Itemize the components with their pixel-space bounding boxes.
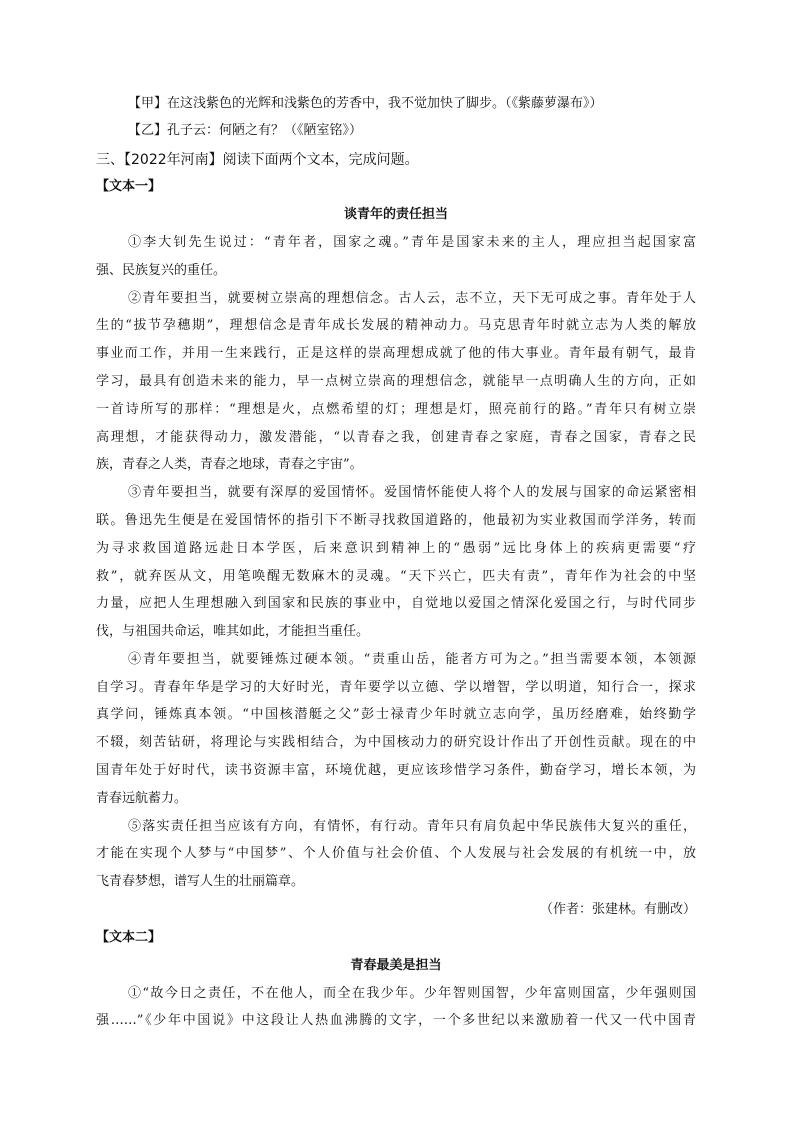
text2-label: 【文本二】 xyxy=(96,930,162,945)
quote-yi: 【乙】孔子云：何陋之有？（《陋室铭》） xyxy=(128,123,363,138)
text1-line: 学习，最具有创造未来的能力，早一点树立崇高的理想信念，就能早一点明确人生的方向，正如 xyxy=(96,374,696,389)
text1-line: 联。鲁迅先生便是在爱国情怀的指引下不断寻找救国道路的，他最初为实业救国而学洋务，转而 xyxy=(96,513,696,528)
text1-line: 事业而工作，并用一生来践行，正是这样的崇高理想成就了他的伟大事业。青年最有朝气，最肯 xyxy=(96,346,696,361)
text1-author: （作者：张建林。有删改） xyxy=(539,902,696,917)
text1-line: 为寻求救国道路远赴日本学医，后来意识到精神上的“愚弱”远比身体上的疾病更需要“疗 xyxy=(96,541,696,556)
text2-line: 强……”《少年中国说》中这段让人热血沸腾的文字，一个多世纪以来激励着一代又一代中国青 xyxy=(96,1013,696,1028)
text1-line: ③青年要担当，就要有深厚的爱国情怀。爱国情怀能使人将个人的发展与国家的命运紧密相 xyxy=(128,485,696,500)
text1-line: ①李大钊先生说过：“青年者，国家之魂。”青年是国家未来的主人，理应担当起国家富 xyxy=(128,235,696,250)
text1-line: 伐，与祖国共命运，唯其如此，才能担当重任。 xyxy=(96,624,370,639)
text1-line: 族，青春之人类，青春之地球，青春之宇宙”。 xyxy=(96,457,363,472)
question-prefix: 三、 xyxy=(96,152,124,168)
text1-line: 高理想，才能获得动力，激发潜能，“以青春之我，创建青春之家庭，青春之国家，青春之民 xyxy=(96,430,696,445)
text1-label: 【文本一】 xyxy=(96,179,162,194)
text1-line: 自学习。青春年华是学习的大好时光，青年要学以立德、学以增智，学以明道，知行合一，探求 xyxy=(96,680,696,695)
text1-line: ⑤落实责任担当应该有方向，有情怀，有行动。青年只有肩负起中华民族伟大复兴的重任， xyxy=(128,819,696,834)
text1-line: ④青年要担当，就要锤炼过硬本领。“责重山岳，能者方可为之。”担当需要本领，本领源 xyxy=(128,652,696,667)
text1-line: 真学问，锤炼真本领。“中国核潜艇之父”彭士禄青少年时就立志向学，虽历经磨难，始终勤学 xyxy=(96,707,696,722)
text1-title: 谈青年的责任担当 xyxy=(343,207,448,222)
text2-title: 青春最美是担当 xyxy=(350,958,442,973)
text1-line: ②青年要担当，就要树立崇高的理想信念。古人云，志不立，天下无可成之事。青年处于人 xyxy=(128,291,696,306)
text1-line: 才能在实现个人梦与“中国梦”、个人价值与社会价值、个人发展与社会发展的有机统一中，放 xyxy=(96,846,696,861)
text1-line: 一首诗所写的那样：“理想是火，点燃希望的灯；理想是灯，照亮前行的路。”青年只有树立崇 xyxy=(96,402,696,417)
text1-line: 飞青春梦想，谱写人生的壮丽篇章。 xyxy=(96,874,305,889)
text1-line: 青春远航蓄力。 xyxy=(96,791,188,806)
text1-line: 不辍，刻苦钻研，将理论与实践相结合，为中国核动力的研究设计作出了开创性贡献。现在的中 xyxy=(96,735,696,750)
text2-line: ①“故今日之责任，不在他人，而全在我少年。少年智则国智，少年富则国富，少年强则国 xyxy=(128,986,696,1001)
question-source: 【2022年河南】 xyxy=(124,152,223,168)
text1-line: 力量，应把人生理想融入到国家和民族的事业中，自觉地以爱国之情深化爱国之行，与时代同步 xyxy=(96,596,696,611)
text1-line: 生的“拔节孕穗期”，理想信念是青年成长发展的精神动力。马克思青年时就立志为人类的解放 xyxy=(96,318,696,333)
text1-line: 国青年处于好时代，读书资源丰富，环境优越，更应该珍惜学习条件，勤奋学习，增长本领，为 xyxy=(96,763,696,778)
question-header xyxy=(96,150,696,170)
text1-line: 强、民族复兴的重任。 xyxy=(96,263,227,278)
question-instruction: 阅读下面两个文本，完成问题。 xyxy=(222,152,419,168)
text1-line: 救”，就弃医从文，用笔唤醒无数麻木的灵魂。“天下兴亡，匹夫有责”，青年作为社会的中坚 xyxy=(96,569,696,584)
quote-jia: 【甲】在这浅紫色的光辉和浅紫色的芳香中，我不觉加快了脚步。（《紫藤萝瀑布》） xyxy=(128,96,603,111)
